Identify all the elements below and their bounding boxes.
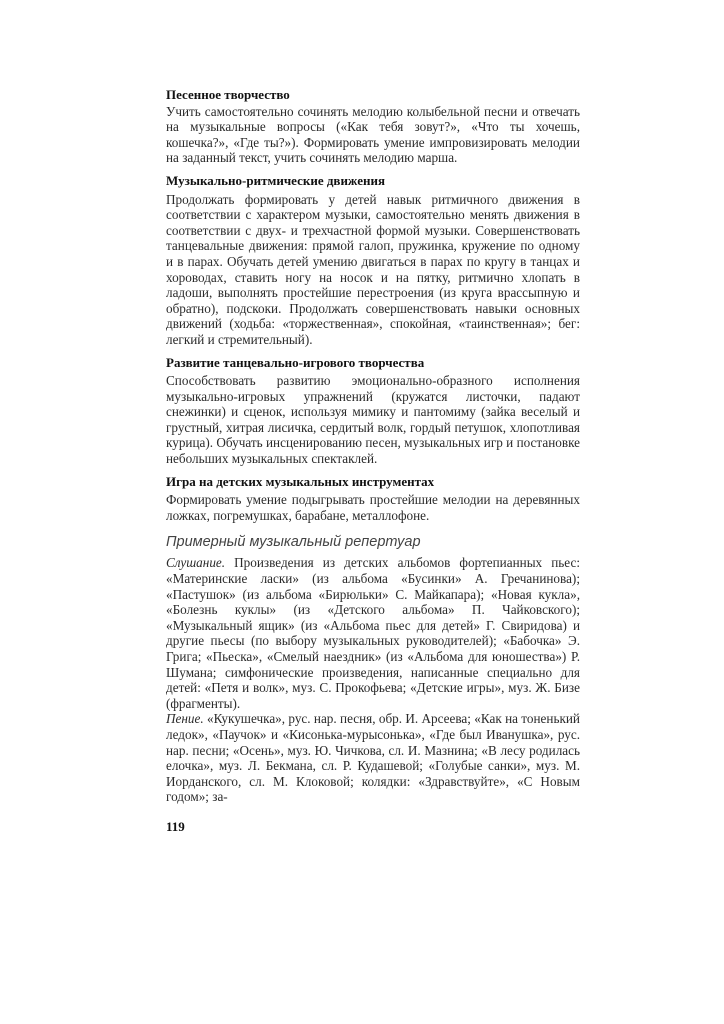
repertoire-singing [166,711,580,805]
repertoire-label: Слушание. [166,555,226,571]
page-number: 119 [166,818,185,834]
section-heading: Игра на детских музыкальных инструментах [166,473,435,489]
repertoire-title: Примерный музыкальный репертуар [166,534,421,551]
section-heading: Развитие танцевально-игрового творчества [166,354,425,370]
section-heading: Музыкально-ритмические движения [166,172,385,188]
repertoire-text: Произведения из детских альбомов фортепианных пьес: «Материнские ласки» (из альбома «Бусинки» А. Гречанинова); «Пастушок» (из альбома «Бирюльки» С. Майкапара); «Новая кукла», «Болезнь куклы» (из «Детского альбома» П. Чайковского); «Музыкальный ящик» (из «Альбома пьес для детей» Г. Свиридова) и другие пьесы (по выбору музыкальных руководителей); «Бабочка» Э. Грига; «Пьеска», «Смелый наездник» (из «Альбома для юношества») Р. Шумана; симфонические произведения, написанные специально для детей: «Петя и волк», муз. С. Прокофьева; «Детские игры», муз. Ж. Бизе (фрагменты). [166,555,580,711]
section-paragraph: Учить самостоятельно сочинять мелодию колыбельной песни и отвечать на музыкальные вопросы («Как тебя зовут?», «Что ты хочешь, кошечка?», «Где ты?»). Формировать умение импровизировать мелодии на заданный текст, учить сочинять мелодию марша. [166,103,580,166]
section-song-creativity [166,87,580,166]
section-instruments [166,474,580,524]
section-paragraph: Способствовать развитию эмоционально-образного исполнения музыкально-игровых упражнений (кружатся листочки, падают снежинки) и сценок, используя мимику и пантомиму (зайка веселый и грустный, хитрая лисичка, сердитый волк, гордый петушок, хлопотливая курица). Обучать инсценированию песен, музыкальных игр и постановке небольших музыкальных спектаклей. [166,373,580,467]
repertoire-listening [166,555,580,711]
section-dance-game-creativity [166,355,580,467]
repertoire-text: «Кукушечка», рус. нар. песня, обр. И. Арсеева; «Как на тоненький ледок», «Паучок» и «Кисонька-мурысонька», «Где был Иванушка», рус. нар. песни; «Осень», муз. Ю. Чичкова, сл. И. Мазнина; «В лесу родилась елочка», муз. Л. Бекмана, сл. Р. Кудашевой; «Голубые санки», муз. М. Иорданского, сл. М. Клоковой; колядки: «Здравствуйте», «С Новым годом»; за- [166,711,580,805]
document-page [166,0,580,835]
section-rhythmic-movements [166,173,580,348]
section-paragraph: Формировать умение подыгрывать простейшие мелодии на деревянных ложках, погремушках, барабане, металлофоне. [166,492,580,523]
repertoire-label: Пение. [166,711,204,727]
section-paragraph: Продолжать формировать у детей навык ритмичного движения в соответствии с характером музыки, самостоятельно менять движения в соответствии с двух- и трехчастной формой музыки. Совершенствовать танцевальные движения: прямой галоп, пружинка, кружение по одному и в парах. Обучать детей умению двигаться в парах по кругу в танцах и хороводах, ставить ногу на носок и на пятку, ритмично хлопать в ладоши, выполнять простейшие перестроения (из круга врассыпную и обратно), подскоки. Продолжать совершенствовать навыки основных движений (ходьба: «торжественная», спокойная, «таинственная»; бег: легкий и стремительный). [166,191,580,347]
section-heading: Песенное творчество [166,87,290,102]
